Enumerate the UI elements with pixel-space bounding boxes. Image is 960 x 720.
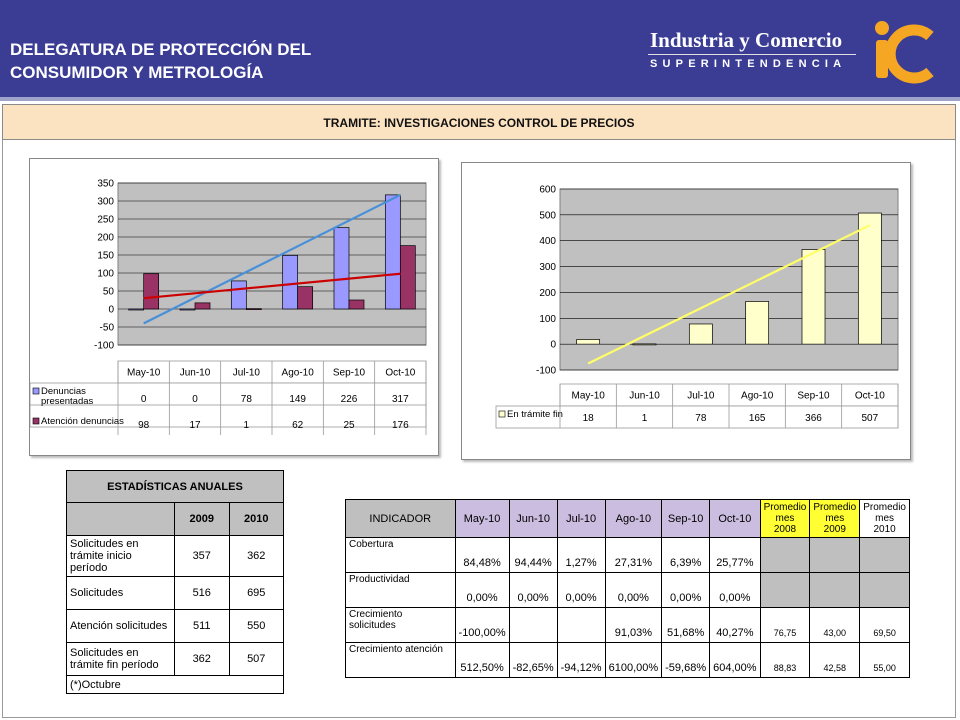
legend-swatch (499, 411, 505, 417)
page-title (10, 38, 311, 84)
page-title-line1: DELEGATURA DE PROTECCIÓN DEL (10, 40, 312, 59)
y-tick-label: -100 (93, 340, 114, 352)
y-tick-label: 100 (97, 268, 114, 280)
x-tick-label: Oct-10 (385, 367, 416, 379)
promedio-2009-header: Promedio mes 2009 (810, 500, 860, 538)
y-tick-label: -100 (535, 365, 556, 377)
page-title-line2: CONSUMIDOR Y METROLOGÍA (10, 63, 264, 82)
x-tick-label: Jul-10 (687, 390, 715, 402)
table-row (346, 643, 910, 678)
bar-secondary (246, 309, 261, 310)
y-tick-label: 200 (97, 232, 114, 244)
indicator-prom-cell: 76,75 (760, 608, 810, 643)
legend-label: Atención denuncias (41, 416, 124, 427)
logo-text-industria: Industria y Comercio (650, 28, 843, 52)
y-tick-label: 0 (108, 304, 114, 316)
chart-en-tramite (462, 163, 910, 459)
bar-primary (689, 324, 712, 344)
bar-primary (385, 195, 400, 309)
data-label: 17 (189, 420, 201, 431)
y-tick-label: -50 (99, 322, 114, 334)
data-label: 78 (695, 413, 707, 424)
annual-note: (*)Octubre (67, 676, 284, 694)
bar-secondary (349, 300, 364, 309)
annual-row-label: Atención solicitudes (67, 610, 175, 643)
data-label: 98 (138, 420, 150, 431)
indicator-cell (557, 608, 605, 643)
x-tick-label: May-10 (571, 390, 605, 402)
y-tick-label: 600 (539, 184, 556, 196)
legend-label: presentadas (41, 396, 94, 407)
x-tick-label: Sep-10 (332, 367, 366, 379)
indicator-cell: -100,00% (455, 608, 509, 643)
bar-primary (577, 339, 600, 344)
indicator-month-header: Ago-10 (605, 500, 662, 538)
annual-year-2010: 2010 (229, 503, 284, 536)
indicator-month-header: May-10 (455, 500, 509, 538)
y-tick-label: 50 (102, 286, 114, 298)
indicator-prom-cell (760, 538, 810, 573)
indicator-cell: -82,65% (509, 643, 557, 678)
indicator-cell: 91,03% (605, 608, 662, 643)
x-tick-label: Ago-10 (281, 367, 314, 379)
legend-label: En trámite fin (507, 409, 563, 420)
annual-cell: 516 (175, 577, 230, 610)
data-label: 165 (748, 413, 766, 424)
legend-swatch (33, 388, 39, 394)
indicator-label: Cobertura (346, 538, 456, 573)
indicator-label: Productividad (346, 573, 456, 608)
bar-primary (746, 301, 769, 344)
logo-text-superintendencia: SUPERINTENDENCIA (650, 58, 847, 70)
chart-denuncias (30, 159, 438, 455)
indicator-cell: 512,50% (455, 643, 509, 678)
annual-stats-title: ESTADÍSTICAS ANUALES (67, 471, 284, 503)
data-label: 18 (582, 413, 594, 424)
table-row (67, 536, 284, 577)
data-label: 317 (391, 394, 409, 405)
data-label: 176 (391, 420, 409, 431)
annual-cell: 362 (175, 643, 230, 676)
annual-cell: 550 (229, 610, 284, 643)
indicator-month-header: Sep-10 (662, 500, 710, 538)
indicator-prom-cell: 88,83 (760, 643, 810, 678)
y-tick-label: 250 (97, 214, 114, 226)
annual-stats-blank (67, 503, 175, 536)
indicator-cell: 84,48% (455, 538, 509, 573)
table-row (346, 573, 910, 608)
indicator-label: Crecimiento atención (346, 643, 456, 678)
annual-cell: 507 (229, 643, 284, 676)
data-label: 226 (340, 394, 358, 405)
y-tick-label: 100 (539, 313, 556, 325)
y-tick-label: 150 (97, 250, 114, 262)
data-label: 366 (805, 413, 822, 424)
bar-primary (633, 344, 656, 345)
data-label: 78 (240, 394, 252, 405)
indicator-month-header: Jun-10 (509, 500, 557, 538)
y-tick-label: 350 (97, 178, 114, 190)
indicator-prom-cell: 55,00 (860, 643, 910, 678)
data-label: 0 (140, 394, 147, 405)
indicator-cell: -59,68% (662, 643, 710, 678)
indicator-cell: -94,12% (557, 643, 605, 678)
legend-label: Denuncias (41, 386, 86, 397)
indicator-cell: 1,27% (557, 538, 605, 573)
bar-secondary (298, 287, 313, 309)
chart-tramite-panel (461, 162, 911, 460)
plot-area (118, 183, 426, 345)
promedio-2008-header: Promedio mes 2008 (760, 500, 810, 538)
x-tick-label: Jul-10 (232, 367, 260, 379)
indicator-cell (509, 608, 557, 643)
annual-cell: 362 (229, 536, 284, 577)
x-tick-label: May-10 (126, 367, 161, 379)
bar-primary (802, 250, 825, 345)
table-row (67, 643, 284, 676)
table-row (346, 538, 910, 573)
indicator-cell: 0,00% (557, 573, 605, 608)
indicator-prom-cell: 69,50 (860, 608, 910, 643)
bar-primary (231, 281, 246, 309)
indicator-cell: 6,39% (662, 538, 710, 573)
indicator-cell: 0,00% (662, 573, 710, 608)
legend-swatch (33, 418, 39, 424)
indicator-cell: 25,77% (710, 538, 760, 573)
bar-primary (334, 228, 349, 309)
indicator-cell: 0,00% (455, 573, 509, 608)
indicator-label: Crecimiento solicitudes (346, 608, 456, 643)
header-divider (0, 97, 960, 101)
table-row (67, 577, 284, 610)
indicator-cell: 51,68% (662, 608, 710, 643)
annual-cell: 695 (229, 577, 284, 610)
x-tick-label: Sep-10 (797, 390, 830, 402)
annual-row-label: Solicitudes en trámite fin período (67, 643, 175, 676)
indicator-header-label: INDICADOR (346, 500, 456, 538)
bar-secondary (195, 303, 210, 309)
bar-primary (129, 309, 144, 310)
bar-secondary (144, 274, 159, 309)
x-tick-label: Oct-10 (854, 390, 885, 402)
indicator-cell: 6100,00% (605, 643, 662, 678)
annual-stats-table (66, 470, 284, 694)
indicator-cell: 94,44% (509, 538, 557, 573)
indicator-cell: 0,00% (509, 573, 557, 608)
indicator-cell: 27,31% (605, 538, 662, 573)
y-tick-label: 400 (539, 236, 556, 248)
tramite-banner: TRAMITE: INVESTIGACIONES CONTROL DE PRECIOS (2, 104, 956, 140)
indicator-cell: 0,00% (710, 573, 760, 608)
data-label: 25 (343, 420, 355, 431)
plot-area (560, 189, 898, 370)
chart-denuncias-panel (29, 158, 439, 456)
y-tick-label: 300 (97, 196, 114, 208)
y-tick-label: 0 (550, 339, 556, 351)
indicator-prom-cell: 43,00 (810, 608, 860, 643)
bar-primary (858, 213, 881, 344)
data-label: 1 (243, 420, 250, 431)
x-tick-label: Ago-10 (741, 390, 774, 402)
indicator-month-header: Oct-10 (710, 500, 760, 538)
annual-year-2009: 2009 (175, 503, 230, 536)
y-tick-label: 200 (539, 287, 556, 299)
data-label: 1 (641, 413, 648, 424)
indicator-month-header: Jul-10 (557, 500, 605, 538)
sic-logo-icon (868, 14, 940, 86)
bar-primary (180, 309, 195, 310)
bar-secondary (400, 246, 415, 309)
y-tick-label: 300 (539, 262, 556, 274)
x-tick-label: Jun-10 (179, 367, 211, 379)
data-label: 507 (861, 413, 879, 424)
table-row (67, 610, 284, 643)
annual-cell: 357 (175, 536, 230, 577)
data-label: 0 (192, 394, 198, 405)
x-tick-label: Jun-10 (629, 390, 660, 402)
indicators-table (345, 499, 910, 678)
annual-row-label: Solicitudes en trámite inicio período (67, 536, 175, 577)
bar-primary (283, 255, 298, 309)
indicator-prom-cell (860, 538, 910, 573)
annual-row-label: Solicitudes (67, 577, 175, 610)
promedio-2010-header: Promedio mes 2010 (860, 500, 910, 538)
indicator-cell: 0,00% (605, 573, 662, 608)
indicator-cell: 40,27% (710, 608, 760, 643)
indicator-prom-cell (860, 573, 910, 608)
table-row (346, 608, 910, 643)
indicator-prom-cell (810, 538, 860, 573)
indicator-prom-cell (810, 573, 860, 608)
data-label: 62 (292, 420, 304, 431)
indicator-prom-cell (760, 573, 810, 608)
data-label: 149 (289, 394, 307, 405)
logo-rule (648, 54, 856, 55)
indicator-cell: 604,00% (710, 643, 760, 678)
indicator-prom-cell: 42,58 (810, 643, 860, 678)
annual-cell: 511 (175, 610, 230, 643)
y-tick-label: 500 (539, 210, 556, 222)
